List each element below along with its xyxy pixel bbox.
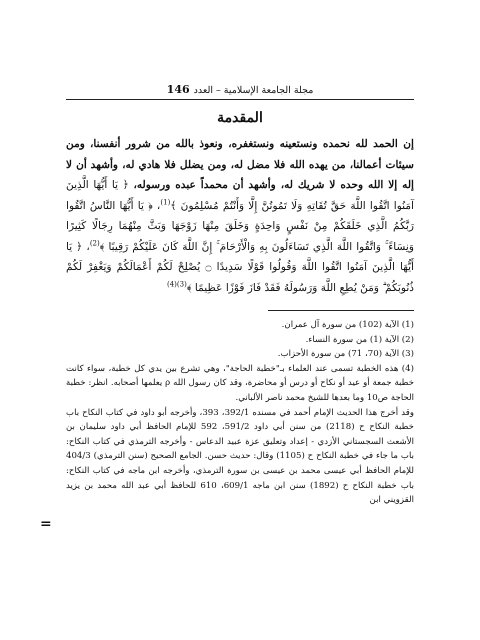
body-line-2: ومن سيئات أعمالنا، من يهده الله فلا مضل له، ومن يضلل فلا هادي له، وأشهد xyxy=(66,138,415,171)
running-header xyxy=(66,78,414,100)
journal-name: مجلة الجامعة الإسلامية – العدد xyxy=(193,85,314,96)
footnote-1: (1) الآية (102) من سورة آل عمران. xyxy=(281,320,414,330)
footnote-2: (2) الآية (1) من سورة النساء. xyxy=(305,334,414,345)
footnotes-section xyxy=(66,318,414,508)
footnote-ref-1[interactable]: (1) xyxy=(160,197,171,206)
footnote-ref-2[interactable]: (2) xyxy=(89,238,100,247)
footnote-divider xyxy=(268,310,414,311)
body-line-1: إن الحمد لله نحمده ونستعينه ونستغفره، ونعوذ بالله من شرور أنفسنا، xyxy=(89,138,414,150)
quran-verse-2: ، ﴿ يَا أَيُّهَا النَّاسُ اتَّقُوا رَبَّكُمُ الَّذِي خَلَقَكُمْ مِنْ نَفْسٍ وَاحِدَةٍ وَخَلَقَ مِنْهَا زَوْجَهَا وَبَثَّ مِنْهُمَا رِجَالًا كَثِيرًا وَنِسَاءً ۚ وَاتَّقُوا اللَّهَ الَّذِي تَسَاءَلُونَ بِهِ وَالْأَرْحَامَ ۚ إِنَّ اللَّهَ كَانَ عَلَيْكُمْ رَقِيبًا ﴾ xyxy=(66,199,414,253)
footnote-ref-3-4[interactable]: (3)(4) xyxy=(166,279,187,288)
section-title: المقدمة xyxy=(217,110,263,126)
continuation-mark: = xyxy=(40,516,52,532)
body-paragraph xyxy=(66,134,414,298)
quran-verse-3: ، ﴿ يَا أَيُّهَا الَّذِينَ آمَنُوا اتَّقُوا اللَّهَ وَقُولُوا قَوْلًا سَدِيدًا ۝ يُصْلِحْ لَكُمْ أَعْمَالَكُمْ وَيَغْفِرْ لَكُمْ ذُنُوبَكُمْ ۗ وَمَنْ يُطِعِ اللَّهَ وَرَسُولَهُ فَقَدْ فَازَ فَوْزًا عَظِيمًا ﴾ xyxy=(66,240,414,294)
footnote-4: (4) هذه الخطبة تسمى عند العلماء بـ"خطبة الحاجة"، وهي تشرع بين يدي كل خطبة، سواء كانت خطبة جمعة أو عيد أو نكاح أو درس أو محاضرة، وقد كان رسول الله ρ يعلمها أصحابه. انظر: خطبة الحاجة ص10 وما بعدها للشيخ محمد ناصر الألباني. xyxy=(66,363,415,403)
body-line-3: أن لا إله إلا الله وحده لا شريك له، وأشهد أن محمداً عبده ورسوله، xyxy=(66,158,414,191)
footnote-3: (3) الآية (70، 71) من سورة الأحزاب. xyxy=(277,349,414,360)
quran-verse-1: ﴿ يَا أَيُّهَا الَّذِينَ آمَنُوا اتَّقُوا اللَّهَ حَقَّ تُقَاتِهِ وَلَا تَمُوتُنَّ إِلَّا وَأَنْتُمْ مُسْلِمُونَ ﴾ xyxy=(66,179,414,212)
issue-number: 146 xyxy=(166,83,190,96)
page-content xyxy=(66,78,414,508)
footnote-4-references: وقد أخرج هذا الحديث الإمام أحمد في مسنده 392/1، 393، وأخرجه أبو داود في كتاب النكاح باب خطبة النكاح ح (2118) من سنن أبي داود 591/2، 592 للإمام الحافظ أبي داود سليمان بن الأشعث السجستاني الأزدي - إعداد وتعليق عزة عبيد الدعاس - وأخرجه الترمذي في كتاب النكاح: باب ما جاء في خطبة النكاح ح (1105) وقال: حديث حسن. الجامع الصحيح (سنن الترمذي) 404/3 للإمام الحافظ أبي عيسى محمد بن عيسى بن سورة الترمذي، وأخرجه ابن ماجه في كتاب النكاح: باب خطبة النكاح ح (1892) سنن ابن ماجه 609/1، 610 للحافظ أبي عبد الله محمد بن يزيد القزويني ابن xyxy=(66,407,415,506)
